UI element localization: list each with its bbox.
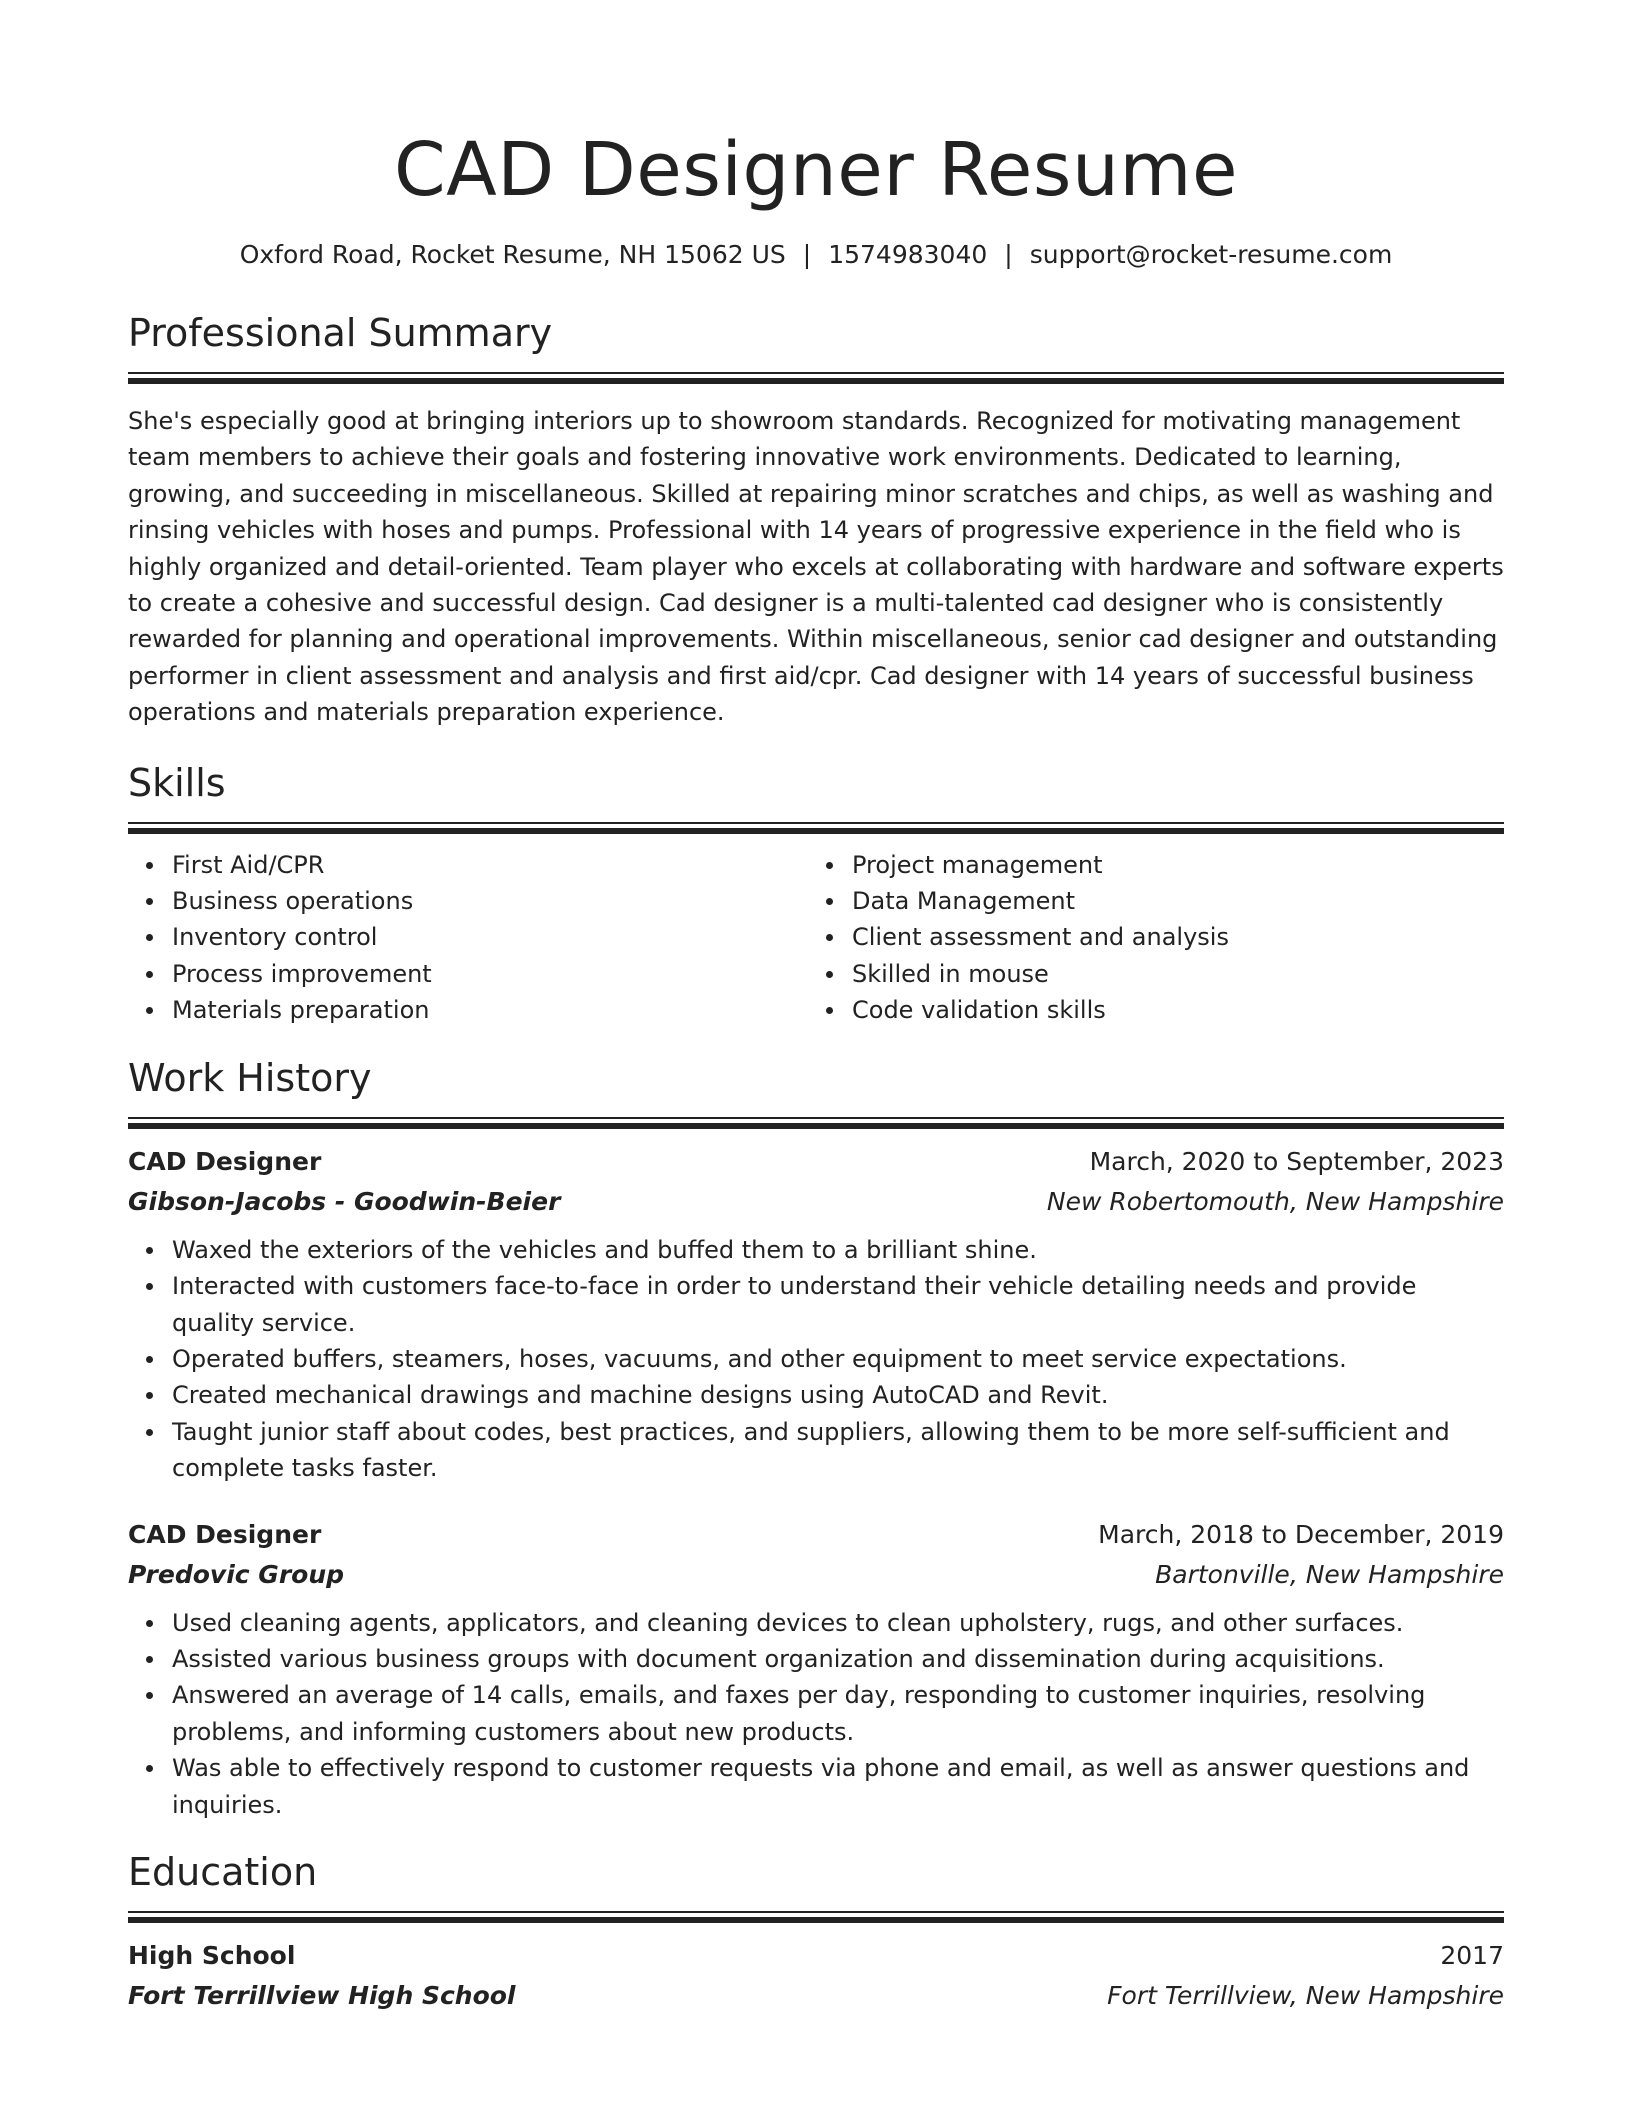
education-subheader-row [128,1976,1504,2016]
job-subheader-row [128,1182,1504,1222]
skills-grid [128,847,1504,1029]
job-bullet: Waxed the exteriors of the vehicles and buffed them to a brilliant shine. [172,1232,1504,1268]
job-bullet: Interacted with customers face-to-face in order to understand their vehicle detailing needs and provide quality service. [172,1268,1504,1341]
job-dates: March, 2020 to September, 2023 [1089,1146,1504,1176]
skill-item: Business operations [172,883,808,919]
education-location: Fort Terrillview, New Hampshire [1107,1980,1504,2010]
job-bullet: Taught junior staff about codes, best practices, and suppliers, allowing them to be more self-sufficient and complete tasks faster. [172,1414,1504,1487]
education-section [128,1847,1504,2016]
summary-text: She's especially good at bringing interiors up to showroom standards. Recognized for motivating management team members to achieve their goals and fostering innovative work environments. Dedicated to learning, growing, and succeeding in miscellaneous. Skilled at repairing minor scratches and chips, as well as washing and rinsing vehicles with hoses and pumps. Professional with 14 years of progressive experience in the field who is highly organized and detail-oriented. Team player who excels at collaborating with hardware and software experts to create a cohesive and successful design. Cad designer is a multi-talented cad designer who is consistently rewarded for planning and operational improvements. Within miscellaneous, senior cad designer and outstanding performer in client assessment and analysis and first aid/cpr. Cad designer with 14 years of successful business operations and materials preparation experience. [128,407,1504,727]
skill-item: Materials preparation [172,992,808,1028]
contact-line [128,238,1504,272]
education-school: Fort Terrillview High School [128,1980,516,2010]
education-header-row [128,1936,1504,1976]
skill-item: First Aid/CPR [172,847,808,883]
section-divider [128,1117,1504,1130]
job-bullets [128,1232,1504,1487]
education-heading: Education [128,1849,318,1894]
summary-section [128,308,1504,731]
skill-item: Client assessment and analysis [852,919,1488,955]
job-header-row [128,1515,1504,1555]
education-degree: High School [128,1940,296,1970]
section-divider [128,372,1504,385]
job-header-row [128,1142,1504,1182]
job-bullet: Created mechanical drawings and machine designs using AutoCAD and Revit. [172,1377,1504,1413]
job-company: Gibson-Jacobs - Goodwin-Beier [128,1186,561,1216]
contact-address: Oxford Road, Rocket Resume, NH 15062 US [239,240,786,269]
job-bullet: Answered an average of 14 calls, emails, and faxes per day, responding to customer inquiries, resolving problems, and informing customers about new products. [172,1677,1504,1750]
skills-list-left [128,847,808,1029]
job-title: CAD Designer [128,1519,322,1549]
education-entry [128,1936,1504,2016]
contact-email[interactable]: support@rocket-resume.com [1029,240,1393,269]
skills-section [128,758,1504,1029]
job-title: CAD Designer [128,1146,322,1176]
job-dates: March, 2018 to December, 2019 [1098,1519,1504,1549]
job-entry [128,1142,1504,1487]
section-divider [128,822,1504,835]
contact-separator: | [802,240,812,269]
skill-item: Data Management [852,883,1488,919]
skills-heading: Skills [128,760,226,805]
work-history-heading: Work History [128,1055,372,1100]
job-bullet: Used cleaning agents, applicators, and cleaning devices to clean upholstery, rugs, and other surfaces. [172,1605,1504,1641]
skill-item: Code validation skills [852,992,1488,1028]
contact-phone: 1574983040 [828,240,988,269]
work-history-section [128,1053,1504,1823]
education-year: 2017 [1440,1940,1504,1970]
skill-item: Process improvement [172,956,808,992]
contact-separator: | [1004,240,1013,269]
summary-heading: Professional Summary [128,311,553,355]
job-entry [128,1515,1504,1823]
job-company: Predovic Group [128,1559,345,1589]
job-bullet: Was able to effectively respond to customer requests via phone and email, as well as answer questions and inquiries. [172,1750,1504,1823]
job-location: Bartonville, New Hampshire [1155,1559,1504,1589]
skill-item: Skilled in mouse [852,956,1488,992]
job-subheader-row [128,1555,1504,1595]
skill-item: Inventory control [172,919,808,955]
section-divider [128,1911,1504,1924]
job-location: New Robertomouth, New Hampshire [1046,1186,1504,1216]
skill-item: Project management [852,847,1488,883]
job-bullet: Assisted various business groups with document organization and dissemination during acquisitions. [172,1641,1504,1677]
job-bullet: Operated buffers, steamers, hoses, vacuums, and other equipment to meet service expectations. [172,1341,1504,1377]
job-bullets [128,1605,1504,1823]
resume-title: CAD Designer Resume [394,127,1238,213]
skills-list-right [808,847,1488,1029]
